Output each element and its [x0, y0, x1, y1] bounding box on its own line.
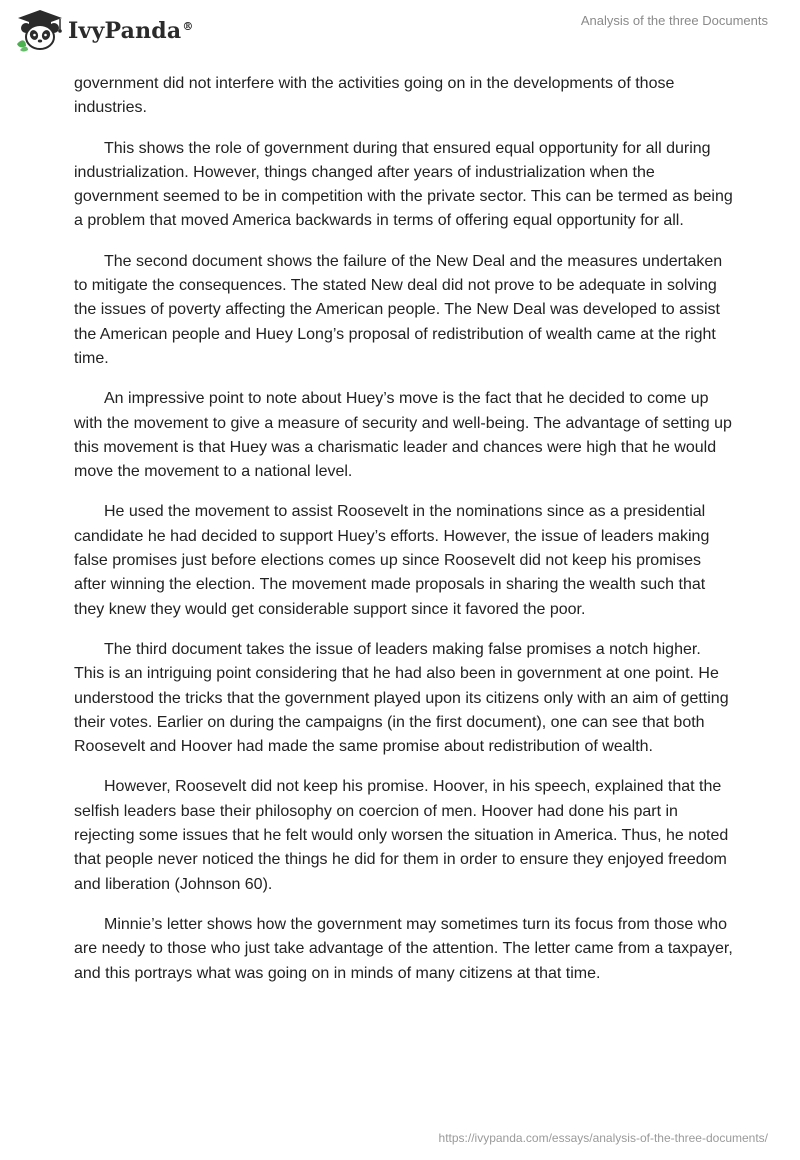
paragraph-3: The second document shows the failure of the New Deal and the measures undertaken to mitigate the consequences. The stated New deal did not prove to be adequate in solving the issues of poverty affecting the American people. The New Deal was developed to assist the American people and Huey Long’s proposal of redistribution of wealth came at the right time.	[74, 252, 723, 367]
registered-mark: ®	[182, 19, 194, 33]
document-title: Analysis of the three Documents	[580, 13, 768, 28]
ivypanda-logo[interactable]	[14, 8, 194, 52]
brand-name: IvyPanda®	[68, 18, 194, 44]
paragraph-7: However, Roosevelt did not keep his promise. Hoover, in his speech, explained that the selfish leaders base their philosophy on coercion of men. Hoover had done his part in rejecting some issues that he felt would only worsen the situation in America. Thus, he noted that people never noticed the things he did for them in order to ensure they enjoyed freedom and liberation (Johnson 60).	[74, 778, 729, 893]
essay-body	[74, 72, 734, 1002]
paragraph-6: The third document takes the issue of leaders making false promises a notch higher. This is an intriguing point considering that he had also been in government at one point. He understood the tricks that the government played upon its citizens only with an aim of getting their votes. Earlier on during the campaigns (in the first document), one can see that both Roosevelt and Hoover had made the same promise about redistribution of wealth.	[74, 640, 729, 756]
page-header	[0, 0, 800, 60]
paragraph-4: An impressive point to note about Huey’s move is the fact that he decided to come up with the movement to give a measure of security and well-being. The advantage of setting up this movement is that Huey was a charismatic leader and chances were high that he would move the movement to a national level.	[74, 390, 732, 481]
paragraph-2: This shows the role of government during that ensured equal opportunity for all during industrialization. However, things changed after years of industrialization when the government seemed to be in competition with the private sector. This can be termed as being a problem that moved America backwards in terms of offering equal opportunity for all.	[74, 139, 733, 230]
source-url-link[interactable]: https://ivypanda.com/essays/analysis-of-the-three-documents/	[438, 1131, 768, 1145]
paragraph-8: Minnie’s letter shows how the government may sometimes turn its focus from those who are needy to those who just take advantage of the attention. The letter came from a taxpayer, and this portrays what was going on in minds of many citizens at that time.	[74, 915, 733, 982]
paragraph-1: government did not interfere with the activities going on in the developments of those industries.	[74, 75, 675, 117]
panda-graduation-cap-icon	[14, 8, 66, 52]
paragraph-5: He used the movement to assist Roosevelt in the nominations since as a presidential candidate he had decided to support Huey’s efforts. However, the issue of leaders making false promises just before elections comes up since Roosevelt did not keep his promises after winning the election. The movement made proposals in sharing the wealth such that they knew they would get considerable support since it favored the poor.	[74, 503, 710, 618]
